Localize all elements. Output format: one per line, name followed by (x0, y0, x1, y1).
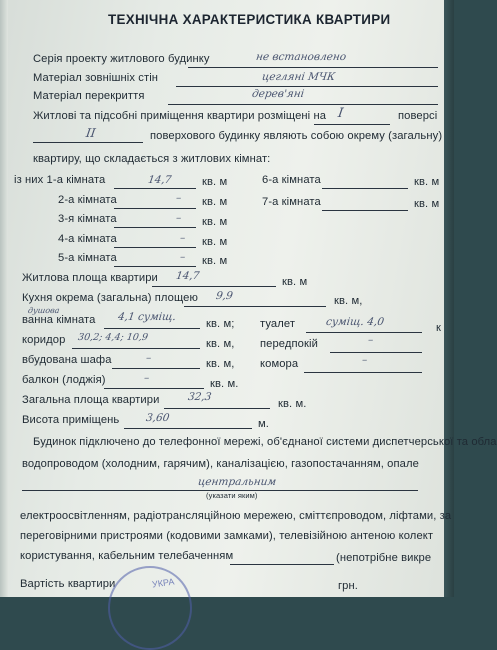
document-title: ТЕХНІЧНА ХАРАКТЕРИСТИКА КВАРТИРИ (108, 12, 391, 27)
height-line (124, 428, 252, 429)
corridor-label: коридор (22, 334, 66, 346)
room5-value: – (179, 251, 187, 263)
wall-material-label: Матеріал зовнішніх стін (33, 72, 159, 84)
total-area-value: 32,3 (187, 391, 213, 403)
cost-label: Вартість квартири (20, 578, 116, 590)
storeys-line (33, 142, 143, 143)
storeys-label: поверхового будинку являють собою окрему (загальну) (150, 130, 443, 142)
kitchen-line (184, 306, 326, 307)
total-area-unit: кв. м. (278, 398, 307, 410)
services-line-3-blank (230, 564, 334, 565)
total-area-line (164, 408, 270, 409)
stamp-seal (108, 566, 192, 650)
cost-unit: грн. (338, 580, 358, 592)
stamp-text: УКРА (151, 576, 175, 590)
room5-label: 5-а кімната (58, 252, 117, 264)
location-label: Житлові та підсобні приміщення квартири розміщені на (33, 110, 327, 122)
floor-material-value: дерев'яні (251, 88, 305, 100)
wall-material-value: цегляні МЧК (261, 71, 336, 83)
wall-material-line (176, 86, 438, 87)
toilet-unit: к (436, 322, 441, 334)
storage-label: комора (260, 358, 299, 370)
room5-line (114, 266, 196, 267)
balcony-line (104, 388, 204, 389)
height-unit: м. (258, 418, 269, 430)
series-label: Серія проекту житлового будинку (33, 53, 210, 65)
bath-line (104, 328, 200, 329)
hallway-value: – (367, 334, 375, 346)
room4-label: 4-а кімната (58, 233, 117, 245)
wardrobe-value: – (145, 352, 153, 364)
living-area-label: Житлова площа квартири (22, 272, 158, 284)
room2-label: 2-а кімната (58, 194, 117, 206)
total-area-label: Загальна площа квартири (22, 394, 160, 406)
corridor-line (72, 348, 200, 349)
location-suffix: поверсі (398, 110, 438, 122)
room7-unit: кв. м (414, 198, 440, 210)
storeys-value: II (85, 126, 97, 140)
bath-unit: кв. м; (206, 318, 235, 330)
bath-value: 4,1 суміщ. (117, 311, 177, 323)
floor-material-label: Матеріал перекриття (33, 90, 145, 102)
hallway-line (330, 352, 422, 353)
room7-label: 7-а кімната (262, 196, 321, 208)
balcony-unit: кв. м. (210, 378, 239, 390)
storage-line (304, 372, 422, 373)
room1-label: із них 1-а кімната (14, 174, 106, 186)
balcony-label: балкон (лоджія) (22, 374, 106, 386)
toilet-line (306, 332, 422, 333)
services-line-2: переговірними пристроями (кодовими замками), телевізійною антеною колект (20, 530, 434, 542)
room4-value: – (179, 232, 187, 244)
corridor-unit: кв. м, (206, 338, 235, 350)
room1-value: 14,7 (147, 174, 173, 186)
rooms-intro: квартиру, що складається з житлових кімнат: (33, 153, 271, 165)
heating-value: центральним (197, 476, 278, 488)
room2-line (114, 208, 196, 209)
background-right-edge (444, 0, 454, 597)
room1-line (114, 188, 196, 189)
services-line-3-end: (непотрібне викре (336, 552, 432, 564)
heating-hint: (указати яким) (206, 491, 258, 500)
series-line (188, 67, 438, 68)
corridor-value: 30,2; 4,4; 10,9 (77, 332, 149, 343)
room5-unit: кв. м (202, 255, 228, 267)
bath-label: ванна кімната (22, 314, 96, 326)
height-value: 3,60 (145, 412, 171, 424)
series-value: не встановлено (255, 51, 348, 63)
wardrobe-label: вбудована шафа (22, 354, 112, 366)
balcony-value: – (143, 372, 151, 384)
room2-value: – (175, 192, 183, 204)
services-line-3: користування, кабельним телебаченням (20, 550, 234, 562)
room6-label: 6-а кімната (262, 174, 321, 186)
wardrobe-line (112, 368, 200, 369)
living-area-line (152, 286, 276, 287)
kitchen-value: 9,9 (215, 290, 234, 302)
height-label: Висота приміщень (22, 414, 120, 426)
paper-edge-shadow (0, 0, 8, 597)
hallway-label: передпокій (260, 338, 318, 350)
room3-label: 3-я кімната (58, 213, 117, 225)
toilet-value: суміщ. 4,0 (325, 316, 385, 328)
floor-material-line (168, 104, 438, 105)
room6-line (322, 188, 408, 189)
services-line-1: електроосвітленням, радіотрансляційною мережею, сміттєпроводом, ліфтами, за (20, 510, 452, 522)
toilet-label: туалет (260, 318, 296, 330)
room2-unit: кв. м (202, 196, 228, 208)
room3-unit: кв. м (202, 216, 228, 228)
room7-line (322, 210, 408, 211)
living-area-unit: кв. м (282, 276, 308, 288)
living-area-value: 14,7 (175, 270, 201, 282)
room4-unit: кв. м (202, 236, 228, 248)
room3-value: – (175, 212, 183, 224)
bath-note: душова (27, 306, 61, 315)
room1-unit: кв. м (202, 176, 228, 188)
connected-line-1: Будинок підключено до телефонної мережі, об'єднаної системи диспетчерської та обла (33, 436, 497, 448)
kitchen-label: Кухня окрема (загальна) площею (22, 292, 198, 304)
connected-line-2: водопроводом (холодним, гарячим), каналізацією, газопостачанням, опале (22, 458, 419, 470)
wardrobe-unit: кв. м, (206, 358, 235, 370)
kitchen-unit: кв. м, (334, 295, 363, 307)
room4-line (114, 247, 196, 248)
storage-value: – (361, 354, 369, 366)
location-floor-line (314, 124, 390, 125)
room3-line (114, 227, 196, 228)
location-floor-value: I (336, 106, 345, 121)
room6-unit: кв. м (414, 176, 440, 188)
